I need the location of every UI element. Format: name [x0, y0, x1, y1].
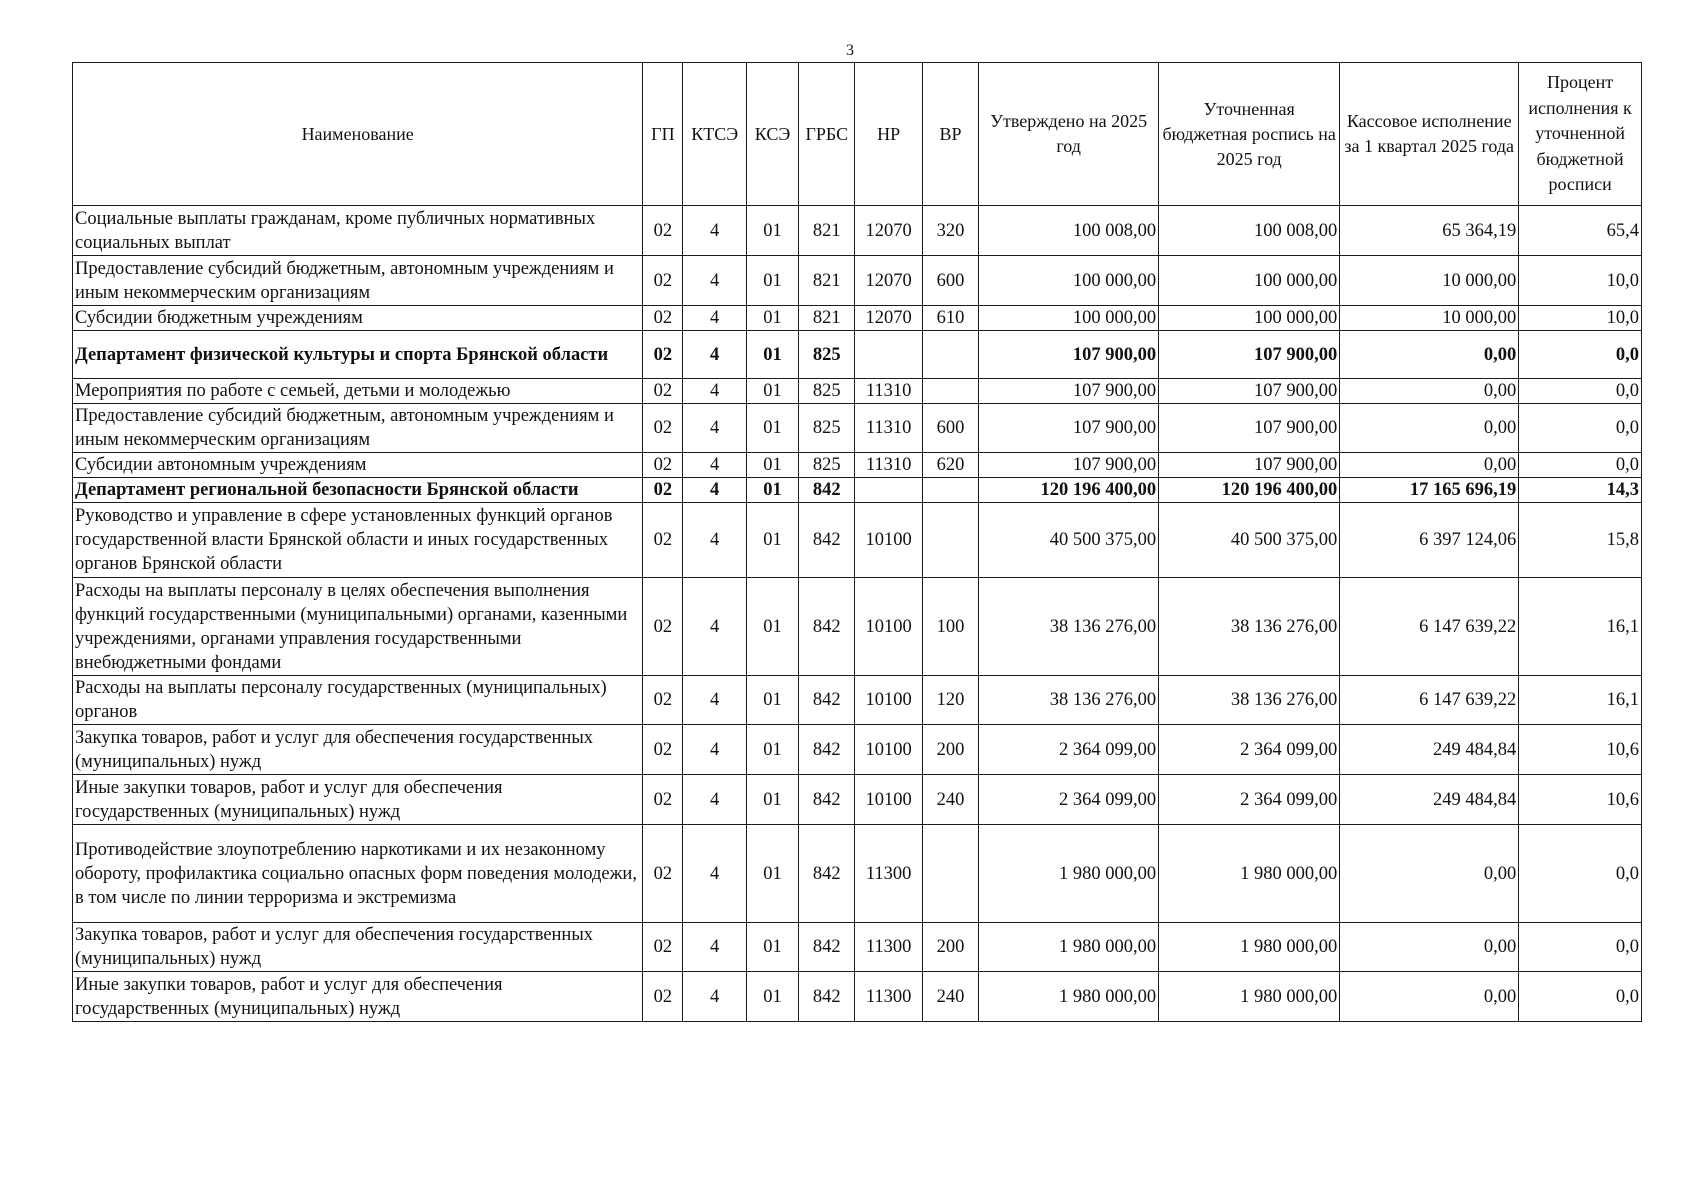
cell-grbs: 821 [799, 206, 855, 256]
cell-ktse: 4 [683, 404, 746, 453]
cell-vr: 100 [922, 578, 978, 676]
cell-approved: 40 500 375,00 [979, 503, 1159, 578]
cell-kse: 01 [746, 503, 798, 578]
cell-nr: 12070 [855, 306, 922, 331]
table-row [73, 256, 1642, 306]
cell-refined: 1 980 000,00 [1159, 825, 1340, 923]
cell-grbs: 842 [799, 478, 855, 503]
cell-percent: 15,8 [1519, 503, 1642, 578]
cell-refined: 107 900,00 [1159, 404, 1340, 453]
page-number: 3 [846, 42, 854, 59]
cell-ktse: 4 [683, 578, 746, 676]
cell-percent: 16,1 [1519, 578, 1642, 676]
cell-ktse: 4 [683, 331, 746, 379]
budget-table [72, 62, 1642, 1022]
cell-gp: 02 [643, 725, 683, 775]
cell-ktse: 4 [683, 775, 746, 825]
cell-nr: 10100 [855, 578, 922, 676]
cell-refined: 38 136 276,00 [1159, 578, 1340, 676]
cell-nr [855, 478, 922, 503]
cell-kse: 01 [746, 825, 798, 923]
cell-grbs: 842 [799, 972, 855, 1022]
cell-approved: 1 980 000,00 [979, 972, 1159, 1022]
cell-ktse: 4 [683, 503, 746, 578]
cell-name: Субсидии автономным учреждениям [73, 453, 643, 478]
cell-vr [922, 331, 978, 379]
cell-kse: 01 [746, 578, 798, 676]
cell-nr: 12070 [855, 206, 922, 256]
cell-vr: 600 [922, 404, 978, 453]
cell-vr [922, 478, 978, 503]
cell-approved: 107 900,00 [979, 331, 1159, 379]
cell-gp: 02 [643, 306, 683, 331]
cell-cash: 0,00 [1340, 825, 1519, 923]
cell-nr: 11310 [855, 453, 922, 478]
cell-name: Социальные выплаты гражданам, кроме публичных нормативных социальных выплат [73, 206, 643, 256]
cell-nr: 12070 [855, 256, 922, 306]
table-row [73, 379, 1642, 404]
cell-kse: 01 [746, 972, 798, 1022]
table-row [73, 923, 1642, 972]
cell-approved: 1 980 000,00 [979, 923, 1159, 972]
cell-cash: 65 364,19 [1340, 206, 1519, 256]
cell-refined: 107 900,00 [1159, 453, 1340, 478]
cell-approved: 2 364 099,00 [979, 725, 1159, 775]
cell-refined: 40 500 375,00 [1159, 503, 1340, 578]
cell-gp: 02 [643, 503, 683, 578]
cell-refined: 120 196 400,00 [1159, 478, 1340, 503]
cell-grbs: 821 [799, 256, 855, 306]
cell-approved: 107 900,00 [979, 404, 1159, 453]
table-row [73, 676, 1642, 725]
cell-ktse: 4 [683, 453, 746, 478]
cell-cash: 0,00 [1340, 379, 1519, 404]
cell-cash: 249 484,84 [1340, 725, 1519, 775]
cell-grbs: 842 [799, 775, 855, 825]
cell-approved: 38 136 276,00 [979, 578, 1159, 676]
cell-nr: 10100 [855, 503, 922, 578]
cell-nr: 11310 [855, 404, 922, 453]
cell-cash: 10 000,00 [1340, 306, 1519, 331]
cell-approved: 120 196 400,00 [979, 478, 1159, 503]
cell-kse: 01 [746, 923, 798, 972]
cell-refined: 100 000,00 [1159, 306, 1340, 331]
cell-cash: 6 147 639,22 [1340, 676, 1519, 725]
cell-name: Противодействие злоупотреблению наркотиками и их незаконному обороту, профилактика социально опасных форм поведения молодежи, в том числе по линии терроризма и экстремизма [73, 825, 643, 923]
cell-vr: 610 [922, 306, 978, 331]
cell-grbs: 825 [799, 331, 855, 379]
table-row [73, 404, 1642, 453]
cell-grbs: 842 [799, 725, 855, 775]
cell-grbs: 825 [799, 404, 855, 453]
cell-name: Субсидии бюджетным учреждениям [73, 306, 643, 331]
cell-name: Предоставление субсидий бюджетным, автономным учреждениям и иным некоммерческим организациям [73, 404, 643, 453]
cell-vr: 600 [922, 256, 978, 306]
cell-cash: 6 397 124,06 [1340, 503, 1519, 578]
table-row [73, 775, 1642, 825]
cell-ktse: 4 [683, 972, 746, 1022]
cell-ktse: 4 [683, 256, 746, 306]
cell-nr [855, 331, 922, 379]
cell-kse: 01 [746, 306, 798, 331]
cell-cash: 0,00 [1340, 453, 1519, 478]
cell-gp: 02 [643, 453, 683, 478]
cell-cash: 0,00 [1340, 331, 1519, 379]
header-percent: Процент исполнения к уточненной бюджетной росписи [1519, 63, 1642, 206]
cell-gp: 02 [643, 404, 683, 453]
cell-vr: 120 [922, 676, 978, 725]
cell-kse: 01 [746, 331, 798, 379]
cell-nr: 11300 [855, 825, 922, 923]
cell-vr: 200 [922, 725, 978, 775]
cell-ktse: 4 [683, 923, 746, 972]
cell-gp: 02 [643, 775, 683, 825]
cell-kse: 01 [746, 379, 798, 404]
cell-nr: 10100 [855, 725, 922, 775]
cell-percent: 10,6 [1519, 775, 1642, 825]
cell-name: Закупка товаров, работ и услуг для обеспечения государственных (муниципальных) нужд [73, 725, 643, 775]
cell-refined: 107 900,00 [1159, 379, 1340, 404]
cell-refined: 1 980 000,00 [1159, 972, 1340, 1022]
cell-percent: 0,0 [1519, 923, 1642, 972]
cell-gp: 02 [643, 578, 683, 676]
table-row [73, 306, 1642, 331]
table-row [73, 453, 1642, 478]
cell-kse: 01 [746, 775, 798, 825]
cell-gp: 02 [643, 478, 683, 503]
header-kse: КСЭ [746, 63, 798, 206]
table-row [73, 578, 1642, 676]
cell-gp: 02 [643, 256, 683, 306]
cell-kse: 01 [746, 404, 798, 453]
cell-nr: 11300 [855, 923, 922, 972]
cell-kse: 01 [746, 676, 798, 725]
cell-approved: 107 900,00 [979, 379, 1159, 404]
header-cash: Кассовое исполнение за 1 квартал 2025 года [1340, 63, 1519, 206]
cell-percent: 0,0 [1519, 972, 1642, 1022]
cell-ktse: 4 [683, 306, 746, 331]
cell-grbs: 842 [799, 923, 855, 972]
table-row [73, 331, 1642, 379]
cell-percent: 10,0 [1519, 306, 1642, 331]
cell-vr: 620 [922, 453, 978, 478]
cell-name: Департамент физической культуры и спорта Брянской области [73, 331, 643, 379]
cell-vr: 240 [922, 972, 978, 1022]
cell-refined: 38 136 276,00 [1159, 676, 1340, 725]
cell-ktse: 4 [683, 478, 746, 503]
cell-cash: 249 484,84 [1340, 775, 1519, 825]
cell-percent: 16,1 [1519, 676, 1642, 725]
cell-percent: 14,3 [1519, 478, 1642, 503]
cell-nr: 11310 [855, 379, 922, 404]
cell-refined: 2 364 099,00 [1159, 725, 1340, 775]
cell-percent: 0,0 [1519, 404, 1642, 453]
cell-vr: 200 [922, 923, 978, 972]
cell-kse: 01 [746, 256, 798, 306]
cell-vr: 320 [922, 206, 978, 256]
cell-grbs: 825 [799, 453, 855, 478]
table-header-row [73, 63, 1642, 206]
cell-gp: 02 [643, 331, 683, 379]
cell-gp: 02 [643, 972, 683, 1022]
cell-grbs: 842 [799, 503, 855, 578]
cell-vr [922, 503, 978, 578]
cell-gp: 02 [643, 206, 683, 256]
header-nr: НР [855, 63, 922, 206]
cell-cash: 0,00 [1340, 404, 1519, 453]
cell-approved: 100 000,00 [979, 306, 1159, 331]
cell-gp: 02 [643, 379, 683, 404]
cell-cash: 6 147 639,22 [1340, 578, 1519, 676]
cell-ktse: 4 [683, 725, 746, 775]
cell-percent: 0,0 [1519, 379, 1642, 404]
cell-percent: 10,0 [1519, 256, 1642, 306]
cell-percent: 65,4 [1519, 206, 1642, 256]
cell-name: Расходы на выплаты персоналу государственных (муниципальных) органов [73, 676, 643, 725]
cell-ktse: 4 [683, 825, 746, 923]
cell-approved: 38 136 276,00 [979, 676, 1159, 725]
cell-ktse: 4 [683, 379, 746, 404]
header-grbs: ГРБС [799, 63, 855, 206]
cell-name: Расходы на выплаты персоналу в целях обеспечения выполнения функций государственными (муниципальными) органами, казенными учреждениями, органами управления государственными внебюджетными фондами [73, 578, 643, 676]
table-row [73, 972, 1642, 1022]
cell-gp: 02 [643, 923, 683, 972]
cell-cash: 17 165 696,19 [1340, 478, 1519, 503]
cell-approved: 107 900,00 [979, 453, 1159, 478]
cell-name: Мероприятия по работе с семьей, детьми и молодежью [73, 379, 643, 404]
header-gp: ГП [643, 63, 683, 206]
cell-refined: 2 364 099,00 [1159, 775, 1340, 825]
table-row [73, 725, 1642, 775]
cell-approved: 2 364 099,00 [979, 775, 1159, 825]
cell-percent: 0,0 [1519, 453, 1642, 478]
cell-grbs: 821 [799, 306, 855, 331]
cell-percent: 0,0 [1519, 331, 1642, 379]
header-vr: ВР [922, 63, 978, 206]
cell-name: Предоставление субсидий бюджетным, автономным учреждениям и иным некоммерческим организациям [73, 256, 643, 306]
cell-cash: 10 000,00 [1340, 256, 1519, 306]
cell-nr: 10100 [855, 775, 922, 825]
cell-kse: 01 [746, 206, 798, 256]
cell-vr: 240 [922, 775, 978, 825]
cell-ktse: 4 [683, 206, 746, 256]
cell-cash: 0,00 [1340, 972, 1519, 1022]
table-row [73, 478, 1642, 503]
cell-percent: 0,0 [1519, 825, 1642, 923]
cell-gp: 02 [643, 676, 683, 725]
header-approved: Утверждено на 2025 год [979, 63, 1159, 206]
cell-refined: 1 980 000,00 [1159, 923, 1340, 972]
header-ktse: КТСЭ [683, 63, 746, 206]
table-row [73, 206, 1642, 256]
cell-cash: 0,00 [1340, 923, 1519, 972]
cell-name: Департамент региональной безопасности Брянской области [73, 478, 643, 503]
header-refined: Уточненная бюджетная роспись на 2025 год [1159, 63, 1340, 206]
table-row [73, 825, 1642, 923]
cell-kse: 01 [746, 478, 798, 503]
cell-percent: 10,6 [1519, 725, 1642, 775]
cell-kse: 01 [746, 453, 798, 478]
cell-gp: 02 [643, 825, 683, 923]
cell-approved: 1 980 000,00 [979, 825, 1159, 923]
cell-ktse: 4 [683, 676, 746, 725]
cell-name: Иные закупки товаров, работ и услуг для обеспечения государственных (муниципальных) нужд [73, 972, 643, 1022]
cell-name: Руководство и управление в сфере установленных функций органов государственной власти Брянской области и иных государственных органов Брянской области [73, 503, 643, 578]
cell-refined: 100 008,00 [1159, 206, 1340, 256]
cell-grbs: 842 [799, 676, 855, 725]
cell-refined: 107 900,00 [1159, 331, 1340, 379]
cell-vr [922, 825, 978, 923]
cell-name: Иные закупки товаров, работ и услуг для обеспечения государственных (муниципальных) нужд [73, 775, 643, 825]
cell-kse: 01 [746, 725, 798, 775]
cell-grbs: 842 [799, 825, 855, 923]
cell-grbs: 825 [799, 379, 855, 404]
cell-grbs: 842 [799, 578, 855, 676]
table-row [73, 503, 1642, 578]
cell-approved: 100 000,00 [979, 256, 1159, 306]
cell-nr: 10100 [855, 676, 922, 725]
header-name: Наименование [73, 63, 643, 206]
cell-vr [922, 379, 978, 404]
cell-refined: 100 000,00 [1159, 256, 1340, 306]
cell-name: Закупка товаров, работ и услуг для обеспечения государственных (муниципальных) нужд [73, 923, 643, 972]
cell-approved: 100 008,00 [979, 206, 1159, 256]
cell-nr: 11300 [855, 972, 922, 1022]
